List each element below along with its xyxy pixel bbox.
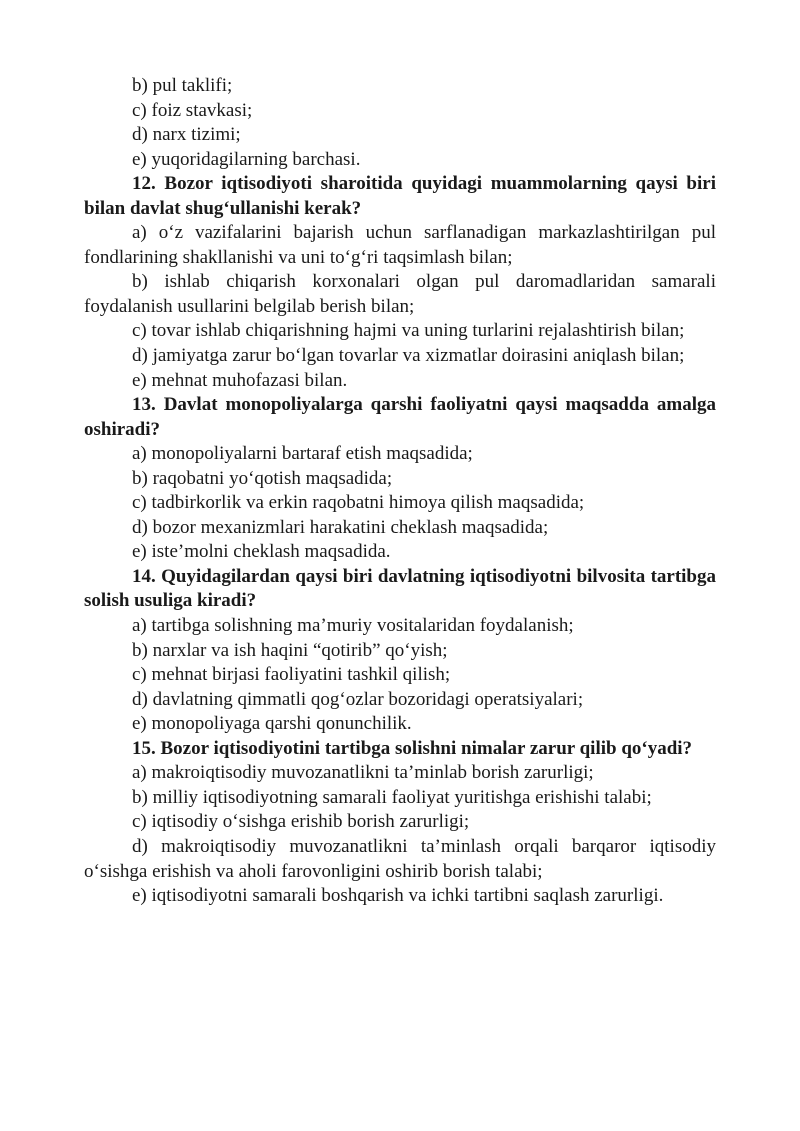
document-page <box>84 74 716 909</box>
option-text: c) mehnat birjasi faoliyatini tashkil qilish; <box>132 664 451 686</box>
question-15: 15. Bozor iqtisodiyotini tartibga solishni nimalar zarur qilib qo‘yadi? <box>132 737 693 759</box>
option-text: b) milliy iqtisodiyotning samarali faoliyat yuritishga erishishi talabi; <box>132 786 652 808</box>
option-text: b) ishlab chiqarish korxonalari olgan pul daromadlaridan samarali foydalanish usullarini belgilab berish bilan; <box>84 271 716 317</box>
option-text: d) narx tizimi; <box>132 124 241 146</box>
option-text: a) makroiqtisodiy muvozanatlikni ta’minlab borish zarurligi; <box>132 762 594 784</box>
option-text: c) iqtisodiy o‘sishga erishib borish zarurligi; <box>132 811 470 833</box>
option-text: d) bozor mexanizmlari harakatini cheklash maqsadida; <box>132 516 549 538</box>
option-text: b) raqobatni yo‘qotish maqsadida; <box>132 467 393 489</box>
option-text: a) monopoliyalarni bartaraf etish maqsadida; <box>132 443 473 465</box>
option-text: e) yuqoridagilarning barchasi. <box>132 148 361 170</box>
option-text: b) pul taklifi; <box>132 75 233 96</box>
question-13: 13. Davlat monopoliyalarga qarshi faoliyatni qaysi maqsadda amalga oshiradi? <box>84 394 716 440</box>
option-text: b) narxlar va ish haqini “qotirib” qo‘yish; <box>132 639 448 661</box>
option-text: d) jamiyatga zarur bo‘lgan tovarlar va xizmatlar doirasini aniqlash bilan; <box>132 345 685 367</box>
option-text: c) tadbirkorlik va erkin raqobatni himoya qilish maqsadida; <box>132 492 585 514</box>
question-14: 14. Quyidagilardan qaysi biri davlatning iqtisodiyotni bilvosita tartibga solish usuliga kiradi? <box>84 565 716 612</box>
option-text: e) iqtisodiyotni samarali boshqarish va ichki tartibni saqlash zarurligi. <box>132 885 664 907</box>
option-text: c) tovar ishlab chiqarishning hajmi va uning turlarini rejalashtirish bilan; <box>132 320 685 342</box>
option-text: d) makroiqtisodiy muvozanatlikni ta’minlash orqali barqaror iqtisodiy o‘sishga erishish va aholi farovonligini oshirib borish talabi; <box>84 835 716 882</box>
option-text: d) davlatning qimmatli qog‘ozlar bozoridagi operatsiyalari; <box>132 688 584 710</box>
option-text: e) mehnat muhofazasi bilan. <box>132 369 348 391</box>
option-text: c) foiz stavkasi; <box>132 99 253 121</box>
option-text: a) o‘z vazifalarini bajarish uchun sarflanadigan markazlashtirilgan pul fondlarining shakllanishi va uni to‘g‘ri taqsimlash bilan; <box>84 222 716 268</box>
option-text: e) iste’molni cheklash maqsadida. <box>132 541 391 563</box>
option-text: a) tartibga solishning ma’muriy vositalaridan foydalanish; <box>132 615 574 637</box>
question-12: 12. Bozor iqtisodiyoti sharoitida quyidagi muammolarning qaysi biri bilan davlat shug‘ullanishi kerak? <box>84 173 716 219</box>
option-text: e) monopoliyaga qarshi qonunchilik. <box>132 713 412 735</box>
